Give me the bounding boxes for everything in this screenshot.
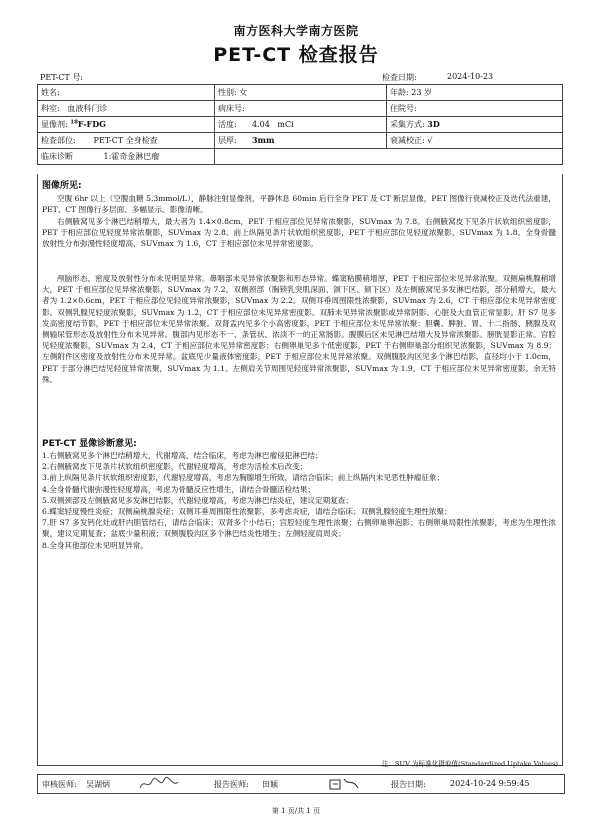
age-cell [387, 85, 563, 101]
sex-value: 女 [239, 88, 248, 97]
name-label: 姓名: [41, 88, 60, 97]
report-date-label: 报告日期: [391, 780, 426, 789]
site-label: 检查部位: [41, 136, 76, 145]
exam-date-label: 检查日期: [382, 73, 417, 82]
bed-cell [215, 101, 387, 117]
opinion-item: 2.右侧腋窝皮下见条片状软组织密度影，代谢轻度增高，考虑为活检术后改变； [42, 462, 308, 472]
atten-value: √ [427, 136, 433, 145]
inpatient-label: 住院号: [390, 104, 417, 113]
agent-cell [38, 117, 215, 133]
method-cell [387, 117, 563, 133]
bed-label: 病床号: [218, 104, 245, 113]
report-title: PET-CT 检查报告 [213, 44, 379, 66]
activity-cell [215, 117, 387, 133]
site-cell [38, 133, 215, 149]
reviewer-label: 审核医师: [42, 780, 77, 789]
atten-label: 衰减校正: [390, 136, 425, 145]
report-body [37, 174, 563, 766]
diag-label: 临床诊断 [41, 152, 73, 161]
opinion-item: 5.双侧颈部及左侧腋窝见多发淋巴结影，代谢轻度增高，考虑为淋巴结炎症，建议定期复查； [42, 495, 353, 505]
thickness-label: 层厚: [218, 136, 237, 145]
dept-label: 科室: [41, 104, 60, 113]
petct-number-label: PET-CT 号: [40, 73, 83, 82]
reviewer-signature [138, 776, 184, 792]
hospital-name: 南方医科大学南方医院 [233, 24, 359, 38]
sex-cell [215, 85, 387, 101]
report-date-value: 2024-10-24 9:59:45 [450, 779, 530, 788]
opinion-title: PET-CT 显像诊断意见: [42, 439, 137, 449]
diag-blank-cell [215, 149, 563, 165]
thickness-value: 3mm [251, 135, 275, 145]
patient-info-table [37, 84, 563, 165]
findings-intro: 空腹 6hr 以上（空腹血糖 5.3mmol/L），静脉注射显像剂，平静休息 60min 后行全身 PET 及 CT 断层显像，PET 图像行衰减校正及迭代法重建，PET、CT 图像行多层面、多幅显示。影像清晰。 [42, 194, 556, 215]
signature-row [37, 774, 565, 794]
opinion-item: 7.肝 S7 多发钙化灶或肝内胆管结石，请结合临床；双肾多个小结石；宫腔轻度生理性浓聚；右侧卵巢卵泡影；右侧卵巢局限性浓聚影，考虑为生理性浓聚，建议定期复查；盆底少量积液；双侧腹股沟区多个淋巴结炎性增生；左侧轻度肩周炎； [42, 518, 556, 539]
opinion-item: 8.全身其他部位未见明显异常。 [42, 540, 148, 550]
method-label: 采集方式: [390, 120, 425, 129]
opinion-item: 4.全身骨髓代谢弥漫性轻度增高，考虑为骨髓反应性增生，请结合骨髓活检结果； [42, 484, 316, 494]
findings-detail: 颅脑形态、密度及放射性分布未见明显异常。鼻咽部未见异常浓聚影和形态异常。蝶窦粘膜稍增厚，PET 于相应部位未见异常浓聚。双侧扁桃腺稍增大，PET 于相应部位见异常浓聚影，SUVmax 为 7.2。双侧颈部（胸锁乳突肌深面、颌下区、颏下区）及左侧腋窝见多发淋巴结影，部分稍增大，最大者为 1.2×0.6cm，PET 于相应部位见轻度异常浓聚影，SUVmax 为 2.2。双侧耳垂周围限性浓聚影，SUVmax 为 2.6，CT 于相应部位未见异常密度影。双侧乳腺见轻度浓聚影，SUVmax 为 1.2，CT 于相应部位未见异常密度影。双肺未见异常浓聚影或异常阴影。心脏及大血管正常显影。肝 S7 见多发高密度结节影，PET 于相应部位未见异常浓聚。双肾盂内见多个小高密度影，PET 于相应部位未见异常浓聚：胆囊、脾脏、胃、十二指肠、胰腺及双侧输尿管形态及放射性分布未见异常。腹部内见形态不一、条管状、浓淡不一的正常肠影。腹膜后区未见淋巴结增大及异常浓聚影。膀胱显影正常。宫腔见轻度浓聚影，SUVmax 为 2.4，CT 于相应部位未见异常密度影；右侧卵巢见多个低密度影，PET 于右侧卵巢部分组织见浓聚影，SUVmax 为 8.9；左侧附件区密度及放射性分布未见异常。盆底见少量液体密度影，PET 于相应部位未见异常浓聚。双侧腹股沟区见多个淋巴结影，直径均小于 1.0cm，PET 于部分淋巴结见轻度异常浓聚，SUVmax 为 1.1。左侧肩关节周围见轻度异常浓聚影，SUVmax 为 1.9，CT 于相应部位未见异常密度影。余无特殊。 [42, 274, 556, 384]
reporter-signature [328, 776, 362, 792]
dept-cell [38, 101, 215, 117]
opinion-item: 3.前上纵隔见条片状软组织密度影，代谢轻度增高，考虑为胸腺增生所致，请结合临床；前上纵隔内未见恶性肿瘤征象； [42, 473, 445, 483]
exam-date-value: 2024-10-23 [447, 72, 494, 81]
activity-unit: mCi [277, 120, 294, 129]
reporter-name: 田颖 [262, 780, 278, 789]
opinion-item: 6.蝶窦轻度慢性炎症；双侧扁桃腺炎症；双侧耳垂周围限性浓聚影，多考虑炎症，请结合临床；双侧乳腺轻度生理性浓聚； [42, 507, 452, 517]
opinion-list [42, 450, 556, 551]
age-label: 年龄: [390, 88, 409, 97]
reporter-label: 报告医师: [214, 780, 249, 789]
id-line [40, 69, 564, 85]
findings-main: 右侧腋窝见多个淋巴结稍增大，最大者为 1.4×0.8cm，PET 于相应部位见异常浓聚影，SUVmax 为 7.8。右侧腋窝皮下见条片状软组织密度影，PET 于相应部位见轻度异常浓聚影，SUVmax 为 2.8。前上纵隔见条片状软组织密度影，PET 于相应部位见轻度浓聚影，SUVmax 为 1.8。全身骨髓放射性分布弥漫性轻度增高，SUVmax 为 1.6，CT 于相应部位未见异常密度影。 [42, 217, 556, 249]
agent-superscript: 18 [70, 119, 78, 126]
activity-value: 4.04 [251, 120, 270, 129]
reviewer-name: 吴湖炳 [86, 780, 110, 789]
site-value: PET-CT 全身检查 [93, 136, 158, 145]
dept-value: 血液科门诊 [67, 104, 108, 113]
sex-label: 性别: [218, 88, 237, 97]
thickness-cell [215, 133, 387, 149]
agent-label: 显像剂: [41, 120, 68, 129]
findings-title: 图像所见: [42, 181, 82, 191]
diag-value: 1:霍奇金淋巴瘤 [103, 152, 160, 161]
name-cell [38, 85, 215, 101]
opinion-item: 1.右侧腋窝见多个淋巴结稍增大，代谢增高，结合临床，考虑为淋巴瘤侵犯淋巴结； [42, 451, 323, 460]
activity-label: 活度: [218, 120, 237, 129]
agent-value: F-FDG [77, 119, 106, 129]
age-value: 23 岁 [411, 88, 432, 97]
inpatient-cell [387, 101, 563, 117]
atten-cell [387, 133, 563, 149]
suv-note: 注：SUV 为标准化摄取值(Standardized Uptake Values) [381, 760, 558, 768]
page-number: 第 1 页/共 1 页 [271, 807, 321, 815]
diag-label-cell [38, 149, 215, 165]
method-value: 3D [427, 119, 440, 129]
